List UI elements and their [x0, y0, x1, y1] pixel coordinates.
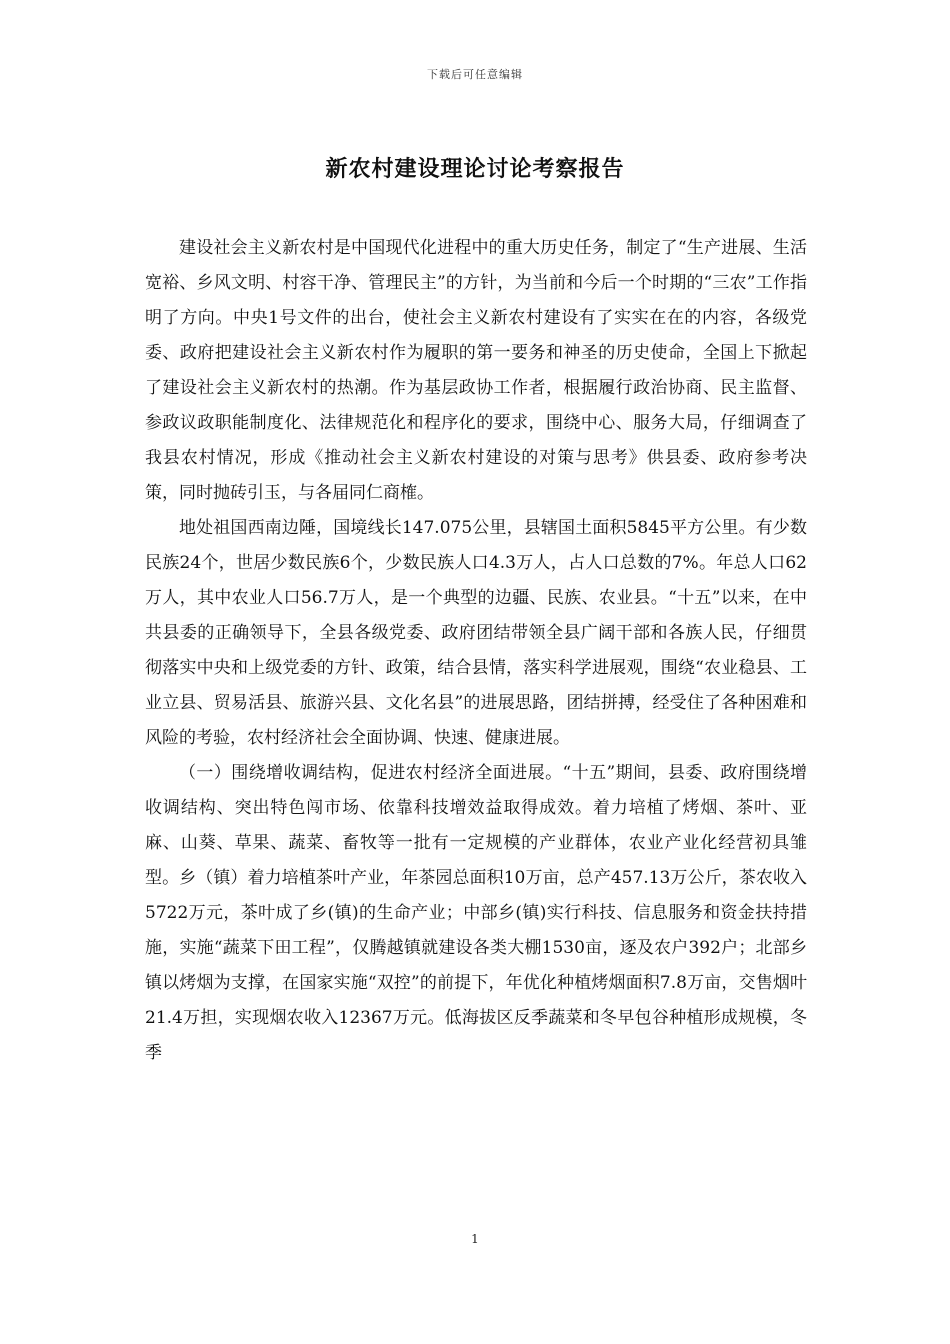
paragraph-section-one: （一）围绕增收调结构，促进农村经济全面进展。“十五”期间，县委、政府围绕增收调结构、突出特色闯市场、依靠科技增效益取得成效。着力培植了烤烟、茶叶、亚麻、山葵、草果、蔬菜、畜牧等一批有一定规模的产业群体，农业产业化经营初具雏型。乡（镇）着力培植茶叶产业，年茶园总面积10万亩，总产457.13万公斤，茶农收入5722万元，茶叶成了乡(镇)的生命产业；中部乡(镇)实行科技、信息服务和资金扶持措施，实施“蔬菜下田工程”，仅腾越镇就建设各类大棚1530亩，逐及农户392户；北部乡镇以烤烟为支撑，在国家实施“双控”的前提下，年优化种植烤烟面积7.8万亩，交售烟叶21.4万担，实现烟农收入12367万元。低海拔区反季蔬菜和冬早包谷种植形成规模，冬季	[145, 763, 807, 1063]
paragraph-county-overview: 地处祖国西南边陲，国境线长147.075公里，县辖国土面积5845平方公里。有少数民族24个，世居少数民族6个，少数民族人口4.3万人，占人口总数的7%。年总人口62万人，其中农业人口56.7万人，是一个典型的边疆、民族、农业县。“十五”以来，在中共县委的正确领导下，全县各级党委、政府团结带领全县广阔干部和各族人民，仔细贯彻落实中央和上级党委的方针、政策，结合县情，落实科学进展观，围绕“农业稳县、工业立县、贸易活县、旅游兴县、文化名县”的进展思路，团结拼搏，经受住了各种困难和风险的考验，农村经济社会全面协调、快速、健康进展。	[145, 518, 807, 748]
paragraph-intro: 建设社会主义新农村是中国现代化进程中的重大历史任务，制定了“生产进展、生活宽裕、乡风文明、村容干净、管理民主”的方针，为当前和今后一个时期的“三农”工作指明了方向。中央1号文件的出台，使社会主义新农村建设有了实实在在的内容，各级党委、政府把建设社会主义新农村作为履职的第一要务和神圣的历史使命，全国上下掀起了建设社会主义新农村的热潮。作为基层政协工作者，根据履行政治协商、民主监督、参政议政职能制度化、法律规范化和程序化的要求，围绕中心、服务大局，仔细调查了我县农村情况，形成《推动社会主义新农村建设的对策与思考》供县委、政府参考决策，同时抛砖引玉，与各届同仁商榷。	[145, 238, 807, 503]
page-number: 1	[471, 1232, 479, 1246]
document-title: 新农村建设理论讨论考察报告	[325, 156, 625, 182]
page-header-note: 下载后可任意编辑	[427, 68, 523, 81]
document-body	[145, 231, 807, 1071]
